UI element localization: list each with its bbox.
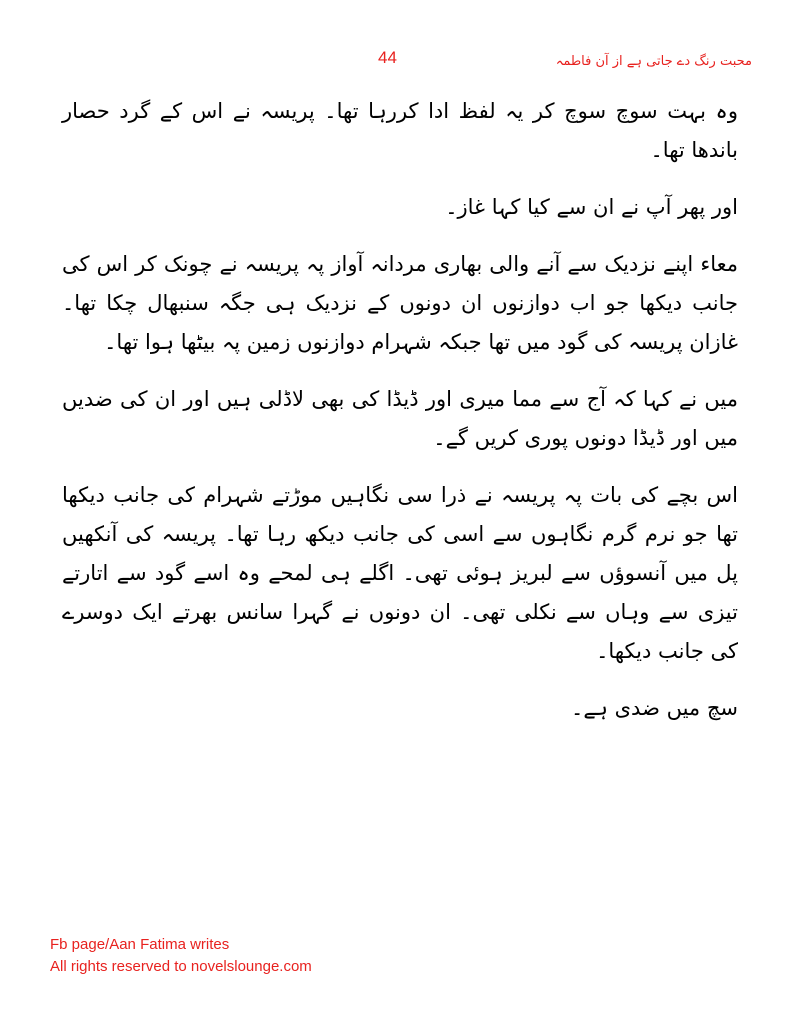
page-number: 44 bbox=[378, 48, 397, 67]
footer-copyright: All rights reserved to novelslounge.com bbox=[50, 958, 312, 975]
paragraph-1: وہ بہت سوچ سوچ کر یہ لفظ ادا کررہا تھا۔ پریسہ نے اس کے گرد حصار باندھا تھا۔ bbox=[62, 99, 738, 162]
footer-credits bbox=[50, 934, 312, 978]
paragraph-4: میں نے کہا کہ آج سے مما میری اور ڈیڈا کی بھی لاڈلی ہیں اور ان کی ضدیں میں اور ڈیڈا دونوں پوری کریں گے۔ bbox=[62, 387, 738, 450]
paragraph-6: سچ میں ضدی ہے۔ bbox=[571, 696, 738, 720]
story-body bbox=[62, 92, 738, 746]
novel-title-header: محبت رنگ دے جاتی ہے از آن فاطمہ bbox=[555, 54, 752, 69]
paragraph-3: معاء اپنے نزدیک سے آنے والی بھاری مردانہ آواز پہ پریسہ نے چونک کر اس کی جانب دیکھا جو اب دوازنوں ان دونوں کے نزدیک ہی جگہ سنبھال چکا تھا۔ غازان پریسہ کی گود میں تھا جبکہ شہرام دوازنوں زمین پہ بیٹھا ہوا تھا۔ bbox=[62, 252, 738, 354]
paragraph-2: اور پھر آپ نے ان سے کیا کہا غاز۔ bbox=[445, 195, 738, 219]
paragraph-5: اس بچے کی بات پہ پریسہ نے ذرا سی نگاہیں موڑتے شہرام کی جانب دیکھا تھا جو نرم گرم نگاہوں سے اسی کی جانب دیکھ رہا تھا۔ پریسہ کی آنکھیں پل میں آنسوؤں سے لبریز ہوئی تھی۔ اگلے ہی لمحے وہ اسے گود سے اتارتے تیزی سے وہاں سے نکلی تھی۔ ان دونوں نے گہرا سانس بھرتے ایک دوسرے کی جانب دیکھا۔ bbox=[62, 483, 738, 663]
footer-fb-page: Fb page/Aan Fatima writes bbox=[50, 936, 230, 953]
